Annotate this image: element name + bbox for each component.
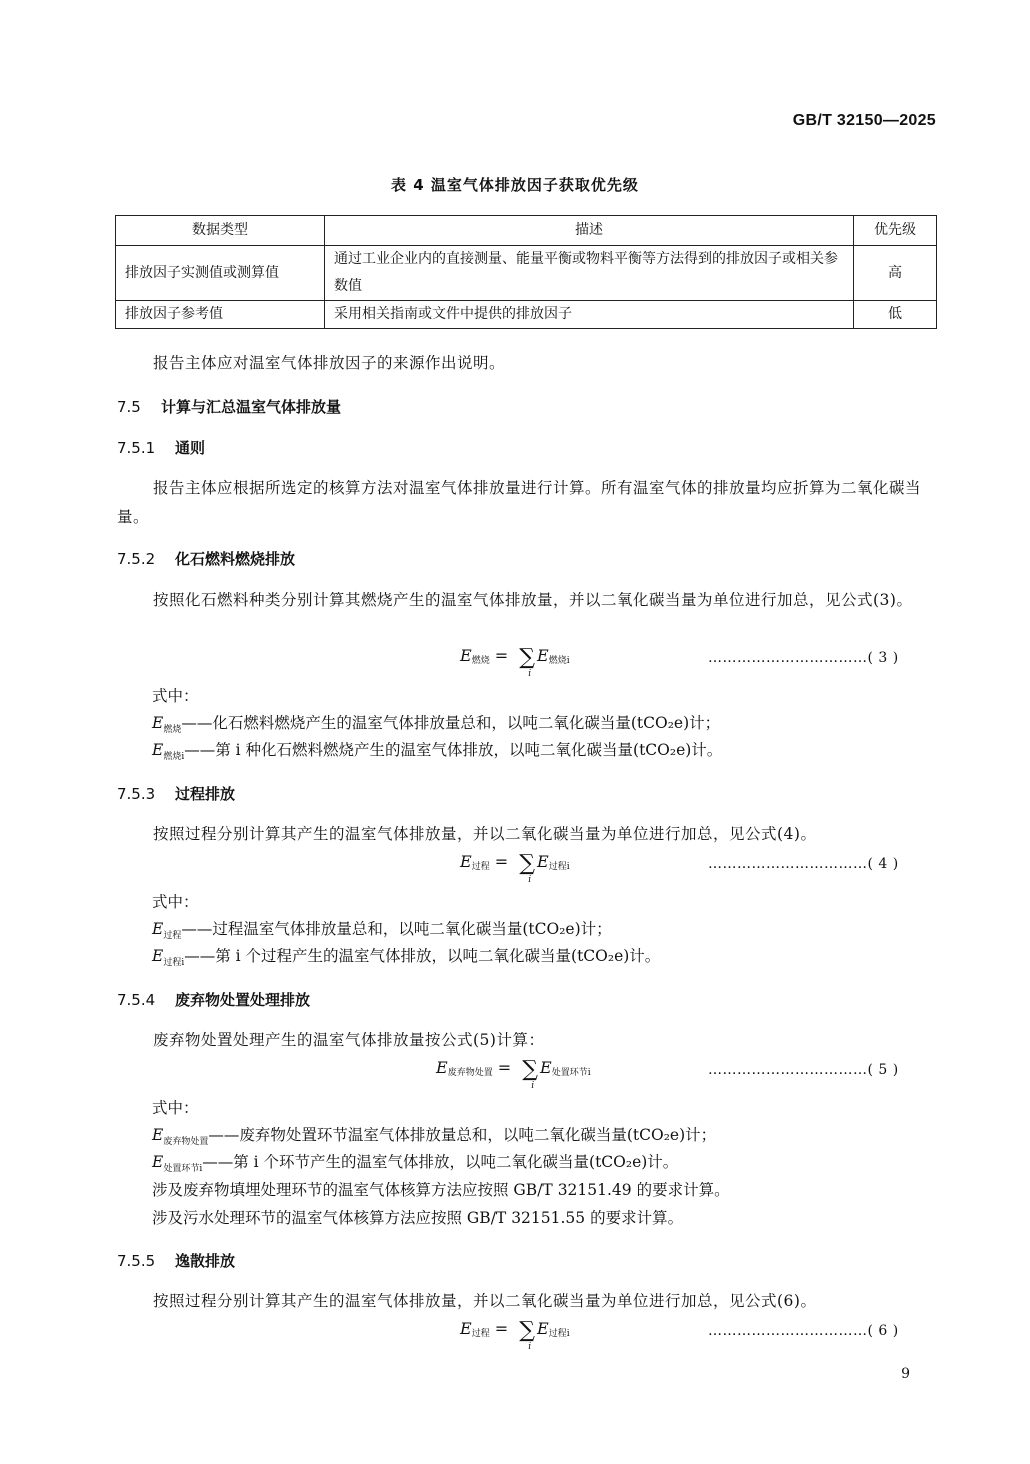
paragraph: 报告主体应根据所选定的核算方法对温室气体排放量进行计算。所有温室气体的排放量均应折算为二氧化碳当量。 — [117, 479, 922, 526]
section-heading: 7.5.5 逸散排放 — [117, 1252, 236, 1270]
definition: $E_{燃烧}——$化石燃料燃烧产生的温室气体排放量总和，以吨二氧化碳当量(tCO₂e)计； — [152, 714, 721, 736]
note-line: 涉及污水处理环节的温室气体核算方法应按照 GB/T 32151.55 的要求计算。 — [152, 1209, 684, 1227]
table-cell: 排放因子实测值或测算值 — [116, 246, 325, 301]
definition: $E_{处置环节i}——$第 i 个环节产生的温室气体排放，以吨二氧化碳当量(tCO₂e)计。 — [152, 1153, 679, 1175]
table-row — [116, 301, 937, 329]
table-cell: 高 — [854, 246, 937, 301]
page-number: 9 — [901, 1366, 910, 1382]
table-cell: 采用相关指南或文件中提供的排放因子 — [325, 301, 854, 329]
where-label: 式中： — [152, 687, 199, 705]
paragraph: 按照过程分别计算其产生的温室气体排放量，并以二氧化碳当量为单位进行加总，见公式(4)。 — [153, 825, 817, 843]
table-header: 优先级 — [854, 216, 937, 246]
where-label: 式中： — [152, 1099, 199, 1117]
note-line: 涉及废弃物填埋处理环节的温室气体核算方法应按照 GB/T 32151.49 的要求计算。 — [152, 1181, 730, 1199]
section-heading: 7.5 计算与汇总温室气体排放量 — [117, 398, 342, 416]
table-header-row — [116, 216, 937, 246]
paragraph: 报告主体应对温室气体排放因子的来源作出说明。 — [153, 354, 506, 372]
equation: $E_{过程}$ = ∑ i $E_{过程i}$ — [460, 1318, 570, 1352]
section-heading: 7.5.4 废弃物处置处理排放 — [117, 991, 311, 1009]
table-cell: 通过工业企业内的直接测量、能量平衡或物料平衡等方法得到的排放因子或相关参数值 — [325, 246, 854, 301]
section-heading: 7.5.1 通则 — [117, 439, 206, 457]
section-heading: 7.5.2 化石燃料燃烧排放 — [117, 550, 296, 568]
table-header: 数据类型 — [116, 216, 325, 246]
equation: $E_{废弃物处置}$ = ∑ i $E_{处置环节i}$ — [436, 1057, 591, 1091]
equation: $E_{燃烧}$ = ∑ i $E_{燃烧i}$ — [460, 645, 570, 679]
table-cell: 低 — [854, 301, 937, 329]
table-row — [116, 246, 937, 301]
definition: $E_{过程i}——$第 i 个过程产生的温室气体排放，以吨二氧化碳当量(tCO₂e)计。 — [152, 947, 661, 969]
section-heading: 7.5.3 过程排放 — [117, 785, 236, 803]
definition: $E_{过程}——$过程温室气体排放量总和，以吨二氧化碳当量(tCO₂e)计； — [152, 920, 612, 942]
definition: $E_{废弃物处置}——$废弃物处置环节温室气体排放量总和，以吨二氧化碳当量(tCO₂e)计； — [152, 1126, 717, 1148]
priority-table — [115, 215, 937, 329]
where-label: 式中： — [152, 893, 199, 911]
equation-number: ……………………………( 3 ) — [708, 650, 899, 666]
definition: $E_{燃烧i}——$第 i 种化石燃料燃烧产生的温室气体排放，以吨二氧化碳当量(tCO₂e)计。 — [152, 741, 723, 763]
document-id: GB/T 32150—2025 — [792, 112, 936, 129]
table-cell: 排放因子参考值 — [116, 301, 325, 329]
table-caption: 表 4 温室气体排放因子获取优先级 — [391, 176, 639, 194]
equation-number: ……………………………( 5 ) — [708, 1062, 899, 1078]
paragraph: 按照化石燃料种类分别计算其燃烧产生的温室气体排放量，并以二氧化碳当量为单位进行加总，见公式(3)。 — [153, 591, 913, 609]
paragraph: 废弃物处置处理产生的温室气体排放量按公式(5)计算： — [153, 1031, 545, 1049]
paragraph: 按照过程分别计算其产生的温室气体排放量，并以二氧化碳当量为单位进行加总，见公式(6)。 — [153, 1292, 817, 1310]
table-header: 描述 — [325, 216, 854, 246]
equation-number: ……………………………( 6 ) — [708, 1323, 899, 1339]
equation-number: ……………………………( 4 ) — [708, 856, 899, 872]
equation: $E_{过程}$ = ∑ i $E_{过程i}$ — [460, 851, 570, 885]
